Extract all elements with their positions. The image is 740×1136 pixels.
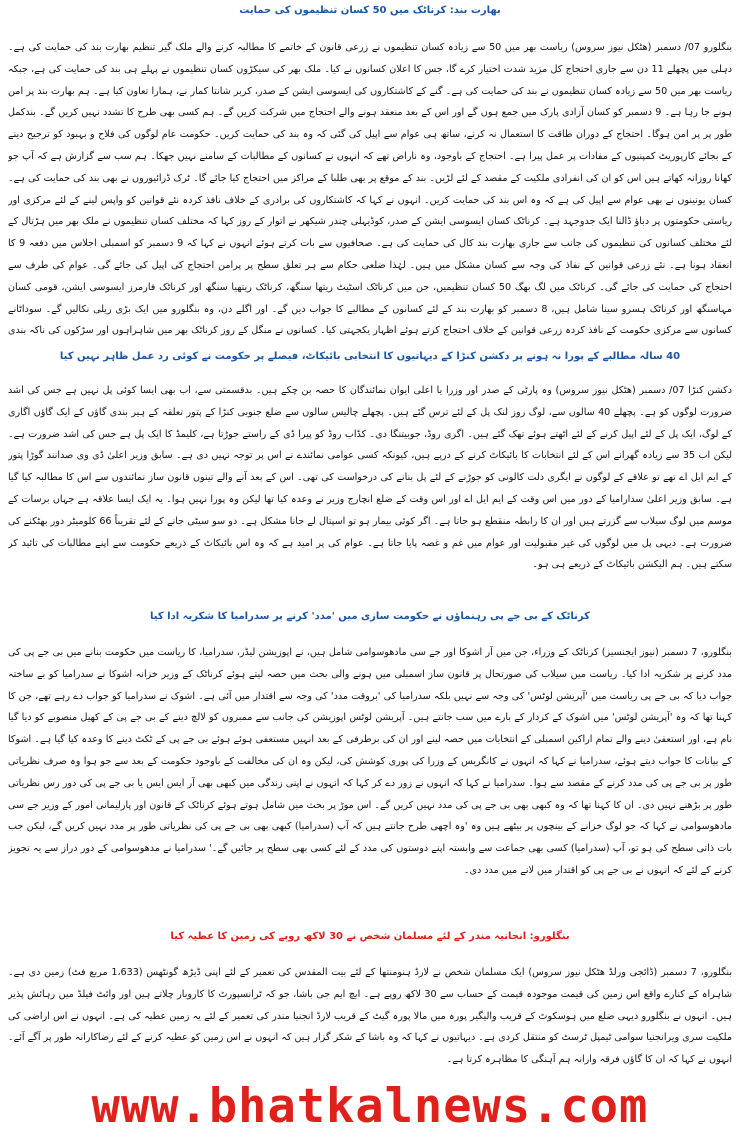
article-2-body: دکشن کنڑا 07/ دسمبر (ھٹکل نیوز سروس) وہ پارٹی کے صدر اور وزرا یا اعلی ایوان نمائندگان کا حصہ بن چکے ہیں۔ بدقسمتی سے، اب بھی ایسا کوئی پل نہیں ہے جس کی اشد ضرورت لوگوں کو ہے۔ پچھلے 40 سالوں سے، لوگ روز لنک پل کے لئے ترس گئے ہیں۔ پچھلے چالیس سالوں سے ضلع جنوبی کنڑا کے پتور تعلقہ کے ہیر بندی گاؤں کے ایک گاؤں اگاری کے لوگ، ایک پل کے لئے اپیل کرنے کے لئے اٹھتے ہوئے تھک گئے ہیں۔ اگری روڈ، جوبیتنگا دی۔ کڈاب روڈ کو پیرا ڈی کے راستے جوڑتا ہے، کلیمڈ کا ایک پل ہے جس کی اشد ضرورت ہے۔ لیکن اب 35 سے زیادہ گھرانے اس کے لئے انتخابات کا بائیکاٹ کرنے کے درپے ہیں، کیونکہ کسی عوامی نمائندے نے اس پر توجہ نہیں دی ہے۔ سابق وزیر اعلیٰ ڈی وی صدانند گوڑا پتور کے ایم ایل اے تھے تو علاقے کے لوگوں نے ایگری دلت کالونی کو جوڑنے کے لئے پل بنانے کی درخواست کی تھی۔ اس کے بعد آنے والے تینوں قانون ساز نمائندوں سے اس کا مطالبہ کیا گیا ہے۔ سابق وزیر اعلیٰ سدارامیا کے دور میں اس وقت کے ایم ایل اے اور اس وقت کے ضلع انچارج وزیر نے وعدہ کیا تھا لیکن وہ پورا نہیں ہوا۔ یہ ایک ایسا علاقہ ہے جہاں برسات کے موسم میں لوگ سیلاب سے گزرتے ہیں اور ان کا رابطہ منقطع ہو جاتا ہے۔ اگر کوئی بیمار ہو تو اسپتال لے جانا مشکل ہے۔ دو سو سیٹی جانے کے لئے تقریباً 66 کلومیٹر دور بھٹکنے کی ضرورت ہے۔ دیہی پل میں لوگوں کی غیر مقبولیت اور عوام میں غم و غصہ پایا جاتا ہے۔ عوام کی پر امید ہے کہ وہ اس بائیکاٹ کے ذریعے حکومت سے اپنے مطالبات کی تائید کر سکتے ہیں۔ ہم الیکشن بائیکاٹ کے ذریعے ہی ہو۔ bbox=[8, 385, 732, 571]
article-1-headline: بھارت بند: کرناٹک میں 50 کسان تنظیموں کی حمایت bbox=[239, 5, 501, 16]
article-3-body: بنگلورو، 7 دسمبر (نیوز ایجنسیز) کرناٹک کے وزراء، جن میں آر اشوکا اور جے سی مادھوسوامی شامل ہیں، نے اپوزیشن لیڈر، سدرامیا، کا ریاست میں حکومت بنانے میں بی جے پی کی مدد کرنے پر شکریہ ادا کیا۔ ریاست میں سیلاب کی صورتحال پر قانون ساز اسمبلی میں ہونے والی بحث میں حصہ لیتے ہوئے کرناٹک کے وزیر خزانہ اشوکا نے سدرامیا کو بے ساختہ جواب دیا کہ بی جے پی ریاست میں 'آپریشن لوٹس' کی وجہ سے نہیں بلکہ سدرامیا کی 'بروقت مدد' کی وجہ سے اقتدار میں آئی ہے۔ اشوک نے سدرامیا کو جواب دے رہے تھے، جن کا کہنا تھا کہ وہ 'آپریشن لوٹس' میں اشوک کے کردار کے بارے میں سب جانتے ہیں۔ آپریشن لوٹس اپوزیشن کی جانب سے ممبروں کو لالچ دینے کے بی جے پی کے کھیل منصوبے کو دیا گیا نام ہے، اور استعفیٰ دینے والے تمام اراکین اسمبلی کے انتخابات میں حصہ لینے اور ان کی برطرفی کے بعد انہیں مستعفی ہوئے ہوئے بی جے پی کے ٹکٹ دینے کا وعدہ کیا گیا ہے۔ اشوکا کے بیانات کا جواب دیتے ہوئے، سدرامیا نے کہا کہ انہوں نے کانگریس کے وزرا کی پوری کوشش کی، لیکن وہ ان کی مخالفت کے باوجود حکومت کے بعد سے جو ہوا وہ صرف نظریاتی طور پر بی جے پی کی مدد کرنے کے مقصد سے ہوا۔ سدرامیا نے کہا کہ انہوں نے زور دے کر کہا کہ انہوں نے اپنی زندگی میں کبھی بھی آر ایس ایس یا بی جے پی کی دور رس نظریاتی طور پر بڑھنے نہیں دی۔ ان کا کہنا تھا کہ وہ کبھی بھی بی جے پی کی مدد نہیں کریں گے۔ اس موڑ پر بحث میں شامل ہوتے ہوئے کرناٹک کے قانون اور پارلیمانی امور کے وزیر جے سی مادھوسوامی نے کہا کہ جو لوگ خزانے کے بینچوں پر بیٹھے ہیں وہ 'وہ اچھی طرح جانتے ہیں کہ آپ (سدرامیا) کبھی بھی بی جے پی کی نظریاتی طور پر مدد نہیں کریں گے، لیکن جب بات ذاتی سطح کی ہو تو، آپ (سدرامیا) کسی بھی جماعت سے وابستہ اپنے دوستوں کی مدد کے لئے کسی بھی سطح پر جائیں گے۔' سدرامیا نے مدھوسوامی کے دور دراز سے یہ تجویز کرنے کے لئے کہ انہوں نے بی جے پی کو اقتدار میں لانے میں مدد دی۔ bbox=[8, 647, 732, 876]
website-footer: www.bhatkalnews.com bbox=[91, 1079, 649, 1134]
article-4-headline: بنگلورو: انجانیہ مندر کے لئے مسلمان شخص نے 30 لاکھ روپے کی زمین کا عطیہ کیا bbox=[170, 931, 570, 942]
article-2-headline: 40 سالہ مطالبے کے پورا نہ ہونے پر دکشن کنڑا کے دیہاتیوں کا انتخابی بائیکاٹ، فیصلے پر حکومت نے کوئی رد عمل ظاہر نہیں کیا bbox=[59, 351, 681, 362]
article-1-body: بنگلورو 07/ دسمبر (ھٹکل نیوز سروس) ریاست بھر میں 50 سے زیادہ کسان تنظیموں نے زرعی قانون کے خاتمے کا مطالبہ کرنے والے ملک گیر تنظیم بھارت بند کی حمایت کی ہے۔ دہلی میں پچھلے 11 دن سے جاری احتجاج کل مزید شدت اختیار کرے گا، جس کا اعلان کسانوں نے کیا۔ ملک بھر کی سیکڑوں کسان تنظیموں نے پہلے ہی بند کی حمایت کی ہے، جبکہ ریاست بھر میں 50 سے زیادہ کسان تنظیموں نے بند کی حمایت کی ہے۔ گنے کے کاشتکاروں کی ایسوسی ایشن کے صدر، کربر شانتا کمار نے، ہمارا تعاون کیا ہے۔ ہم بھارت بند پر امن ہونے جا رہا ہے۔ 9 دسمبر کو کسان آزادی پارک میں جمع ہوں گے اور اس کے بعد منعقد ہونے والے احتجاج میں شرکت کریں گے۔ ہم کسی بھی طرح کا تشدد نہیں کریں گے۔ بندکمل طور پر پر امن ہوگا۔ احتجاج کے دوران طاقت کا استعمال نہ کرنے، ساتھ ہی عوام سے اپیل کی گئی کہ وہ بند کی حمایت کریں۔ حکومت عام لوگوں کی فلاح و بہبود کو ترجیح دینے کے بجائے کارپوریٹ کمپنیوں کے مفادات پر عمل پیرا ہے۔ احتجاج کے باوجود، وہ ناراض تھے کہ انہوں نے کسانوں کے مطالبات کے سامنے نہیں جھکا۔ ہم سب سے گزارش ہے کہ آپ جو کھانا روزانہ کھاتے ہیں اس کو ان کی انفرادی ملکیت کے مقصد کے لئے لڑیں۔ بند کے موقع پر بھی طلبا کے مراکز میں احتجاج کیا جائے گا۔ ٹرک ڈرائیوروں نے بھی بند کی حمایت کی ہے۔ کسان یونینوں نے بھی عوام سے اپیل کی ہے کہ وہ اس بند کی حمایت کریں۔ انہوں نے کہا کہ کاشتکاروں کی برادری کے خلاف نافذ کردہ نئے قوانین کو واپس لینے کے لئے مرکزی اور ریاستی حکومتوں پر دباؤ ڈالنا ایک جدوجہد ہے۔ کرناٹک کسان ایسوسی ایشن کے صدر، کوڈیہلی چندر شیکھر نے اتوار کے روز کہا کہ مختلف کسان تنظیموں نے ملک بھر میں ہڑتال کے لئے مختلف کسانوں کی تنظیموں کی جانب سے جاری بھارت بند کال کی حمایت کی ہے۔ صحافیوں سے بات کرتے ہوئے انہوں نے کہا کہ 9 دسمبر کو اسمبلی اجلاس میں دفعہ 9 کا انعقاد ہونا ہے۔ نئے زرعی قوانین کے نفاذ کی وجہ سے کسان مشکل میں ہیں۔ لہٰذا ضلعی حکام سے ہر تعلق سطح پر پرامن احتجاج کی اپیل کی جائے گی۔ عوام کی طرف سے احتجاج کی حمایت کی جائے گی۔ کرناٹک میں لگ بھگ 50 کسان تنظیمیں، جن میں کرناٹک اسٹیٹ ریتھا سنگھ، کرناٹک ریتھیا سنگھ اور کرناٹک فارمرز ایسوسی ایشن، قومی کسان مہاسنگھ اور کرناٹک ہسرو سینا شامل ہیں، 8 دسمبر کو بھارت بند کے لئے کسانوں کے مطالبے کا جواب دیں گے۔ اور اگلے دن، وہ بنگلورو میں ایک بڑی ریلی نکالیں گے۔ سوداٹانے کسانوں سے مرکزی حکومت کے نافذ کردہ زرعی قوانین کے خلاف احتجاج کرتے ہوئے اظہار یکجہتی کیا۔ کسانوں نے منگل کے روز کرناٹک بھر میں شاہراہوں اور سڑکوں کی ناکہ بندی bbox=[8, 42, 732, 337]
article-3-headline: کرناٹک کے بی جے پی رہنماؤں نے حکومت سازی میں 'مدد' کرنے پر سدرامیا کا شکریہ ادا کیا bbox=[150, 611, 590, 622]
article-4-body: بنگلورو، 7 دسمبر (ڈائجی ورلڈ ھٹکل نیوز سروس) ایک مسلمان شخص نے لارڈ ہنومنتھا کے لئے بیت المقدس کی تعمیر کے لئے اپنی ڈیڑھ گونٹھس (1،633 مربع فٹ) زمین دی ہے۔ شاہراہ کے کنارے واقع اس زمین کی قیمت موجودہ قیمت کے حساب سے 30 لاکھ روپے ہے۔ ایچ ایم جی باشا، جو کہ ٹرانسپورٹ کا کاروبار چلاتے ہیں اور وائٹ فیلڈ میں رہائش پذیر ہیں۔ انہوں نے بنگلورو دیہی ضلع میں ہوسکوٹ کے قریب والیگیر پورہ میں مالا پورہ گیٹ کے قریب لارڈ انجنیا مندر کی تعمیر کے لئے یہ زمین عطیہ کی ہے۔ انہوں نے اس اراضی کی ملکیت سری ویرانجنیا سوامی ٹیمپل ٹرسٹ کو منتقل کردی ہے۔ دیہاتیوں نے کہا کہ وہ باشا کے شکر گزار ہیں کہ انہوں نے اس زمین کو عطیہ کرنے کے لئے رضاکارانہ طور پر آگے آئے۔ انہوں نے کہا کہ ان کا گاؤں فرقہ وارانہ ہم آہنگی کا مظاہرہ کرتا ہے۔ bbox=[8, 967, 732, 1066]
